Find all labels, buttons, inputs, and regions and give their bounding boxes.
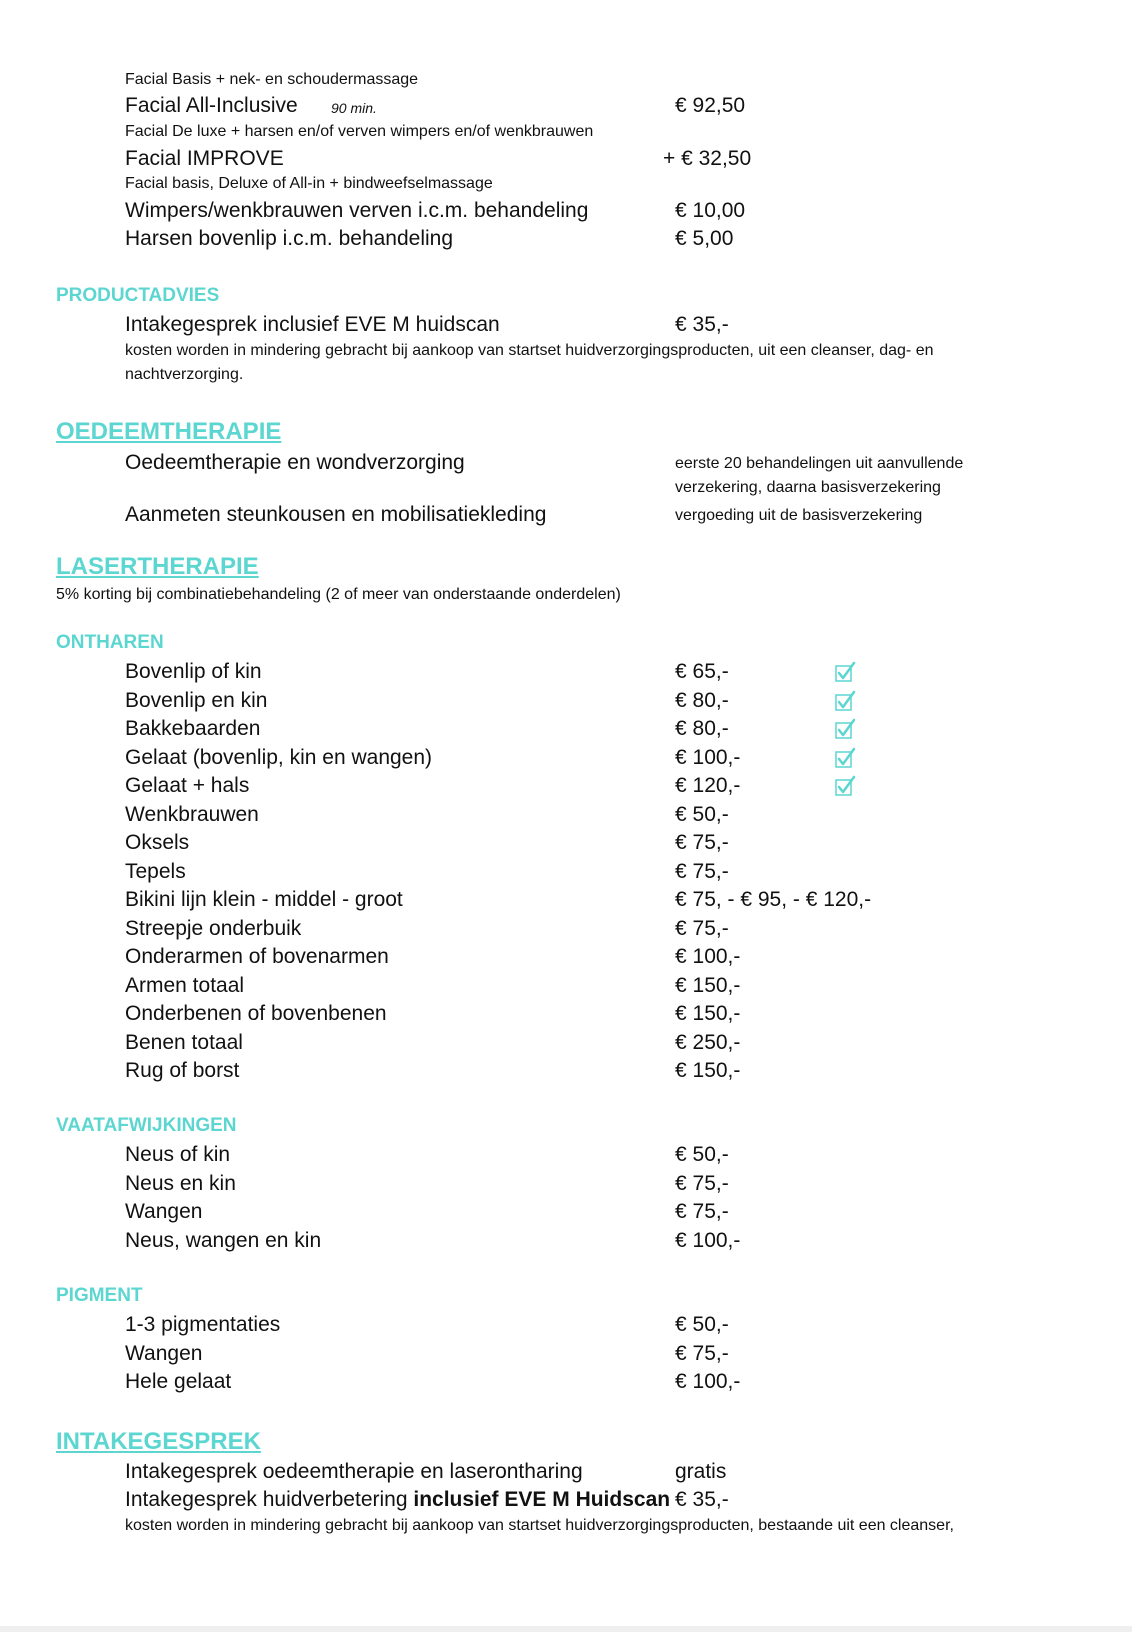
productadvies-heading: PRODUCTADVIES — [56, 285, 220, 306]
ontharen-item-label: Streepje onderbuik — [125, 916, 302, 940]
ontharen-item-price: € 75,- — [675, 916, 729, 940]
oedeem-item2-label: Aanmeten steunkousen en mobilisatiekleding — [125, 503, 547, 526]
productadvies-item-price: € 35,- — [675, 313, 729, 336]
pigment-item-label: 1-3 pigmentaties — [125, 1313, 281, 1336]
harsen-price: € 5,00 — [675, 227, 734, 250]
ontharen-item-price: € 75,- — [675, 831, 729, 854]
check-box-icon — [834, 690, 856, 717]
facial-improve-label: Facial IMPROVE — [125, 147, 284, 170]
check-box-icon — [834, 775, 856, 802]
pigment-item-price: € 100,- — [675, 1370, 741, 1393]
intake-heading: INTAKEGESPREK — [56, 1428, 261, 1455]
ontharen-item-label: Armen totaal — [125, 973, 245, 997]
ontharen-item-price: € 120,- — [675, 774, 741, 797]
productadvies-item-label: Intakegesprek inclusief EVE M huidscan — [125, 313, 500, 336]
intake-item2-label-plain: Intakegesprek huidverbetering — [125, 1488, 414, 1511]
productadvies-note-line1: kosten worden in mindering gebracht bij aankoop van startset huidverzorgingsproducten, uit een cleanser, dag- en — [125, 342, 934, 359]
ontharen-item-label: Bovenlip en kin — [125, 688, 268, 712]
check-box-icon — [834, 718, 856, 745]
ontharen-item-label: Onderbenen of bovenbenen — [125, 1002, 387, 1025]
pigment-item-price: € 75,- — [675, 1341, 729, 1365]
oedeem-heading: OEDEEMTHERAPIE — [56, 418, 282, 445]
intake-item2-label-bold: inclusief EVE M Huidscan — [413, 1488, 671, 1511]
oedeem-item1-label: Oedeemtherapie en wondverzorging — [125, 451, 465, 474]
pigment-item-price: € 50,- — [675, 1313, 729, 1336]
vaat-item-label: Neus en kin — [125, 1171, 236, 1195]
facial-improve-note: Facial basis, Deluxe of All-in + bindweefselmassage — [125, 175, 493, 192]
ontharen-item-label: Bakkebaarden — [125, 717, 261, 740]
intake-item2-price: € 35,- — [675, 1488, 729, 1511]
vaat-item-price: € 75,- — [675, 1171, 729, 1195]
ontharen-item-price: € 75, - € 95, - € 120,- — [675, 888, 872, 911]
ontharen-item-price: € 65,- — [675, 660, 729, 683]
vaat-item-price: € 75,- — [675, 1200, 729, 1223]
vaat-item-label: Wangen — [125, 1200, 203, 1223]
ontharen-item-price: € 100,- — [675, 745, 741, 769]
ontharen-item-price: € 100,- — [675, 945, 741, 968]
facial-deluxe-note: Facial De luxe + harsen en/of verven wimpers en/of wenkbrauwen — [125, 123, 594, 140]
vaat-heading: VAATAFWIJKINGEN — [56, 1115, 237, 1136]
ontharen-item-label: Benen totaal — [125, 1030, 243, 1054]
ontharen-item-price: € 150,- — [675, 973, 741, 997]
facial-improve-price: + € 32,50 — [663, 147, 752, 170]
intake-item1-price: gratis — [675, 1460, 727, 1483]
vaat-item-price: € 50,- — [675, 1143, 729, 1166]
pigment-item-label: Hele gelaat — [125, 1370, 232, 1393]
pigment-item-label: Wangen — [125, 1341, 203, 1365]
ontharen-item-price: € 250,- — [675, 1030, 741, 1054]
wimpers-price: € 10,00 — [675, 199, 746, 222]
check-box-icon — [834, 661, 856, 688]
ontharen-item-label: Wenkbrauwen — [125, 802, 259, 826]
oedeem-item2-note: vergoeding uit de basisverzekering — [675, 507, 923, 524]
wimpers-label: Wimpers/wenkbrauwen verven i.c.m. behandeling — [125, 199, 589, 222]
harsen-label: Harsen bovenlip i.c.m. behandeling — [125, 227, 454, 250]
ontharen-item-price: € 75,- — [675, 859, 729, 883]
ontharen-item-label: Oksels — [125, 831, 190, 854]
pigment-heading: PIGMENT — [56, 1285, 143, 1306]
laser-heading: LASERTHERAPIE — [56, 553, 259, 580]
facial-basis-note: Facial Basis + nek- en schoudermassage — [125, 71, 419, 88]
ontharen-item-label: Gelaat + hals — [125, 774, 250, 797]
ontharen-item-price: € 150,- — [675, 1059, 741, 1082]
intake-item1-label: Intakegesprek oedeemtherapie en laserontharing — [125, 1460, 583, 1483]
vaat-item-label: Neus, wangen en kin — [125, 1228, 322, 1252]
intake-item2-label — [125, 1488, 670, 1512]
check-box-icon — [834, 747, 856, 774]
facial-all-inclusive-label: Facial All-Inclusive — [125, 94, 298, 117]
productadvies-note-line2: nachtverzorging. — [125, 366, 244, 383]
oedeem-item1-note1: eerste 20 behandelingen uit aanvullende — [675, 455, 964, 472]
facial-all-inclusive-price: € 92,50 — [675, 94, 746, 117]
ontharen-item-label: Tepels — [125, 859, 186, 883]
ontharen-item-price: € 150,- — [675, 1002, 741, 1025]
ontharen-item-label: Bovenlip of kin — [125, 660, 262, 683]
ontharen-item-label: Bikini lijn klein - middel - groot — [125, 888, 403, 911]
oedeem-item1-note2: verzekering, daarna basisverzekering — [675, 479, 941, 496]
vaat-item-price: € 100,- — [675, 1228, 741, 1252]
ontharen-item-label: Onderarmen of bovenarmen — [125, 945, 389, 968]
laser-note: 5% korting bij combinatiebehandeling (2 of meer van onderstaande onderdelen) — [56, 586, 621, 603]
ontharen-item-price: € 80,- — [675, 717, 729, 740]
vaat-item-label: Neus of kin — [125, 1143, 231, 1166]
ontharen-item-label: Gelaat (bovenlip, kin en wangen) — [125, 745, 433, 769]
facial-all-inclusive-duration: 90 min. — [331, 100, 377, 116]
page-bottom-edge — [0, 1626, 1132, 1632]
intake-note: kosten worden in mindering gebracht bij aankoop van startset huidverzorgingsproducten, bestaande uit een cleanser, — [125, 1517, 954, 1534]
ontharen-heading: ONTHAREN — [56, 632, 164, 653]
ontharen-item-price: € 80,- — [675, 688, 729, 712]
ontharen-item-price: € 50,- — [675, 802, 729, 826]
ontharen-item-label: Rug of borst — [125, 1059, 240, 1082]
